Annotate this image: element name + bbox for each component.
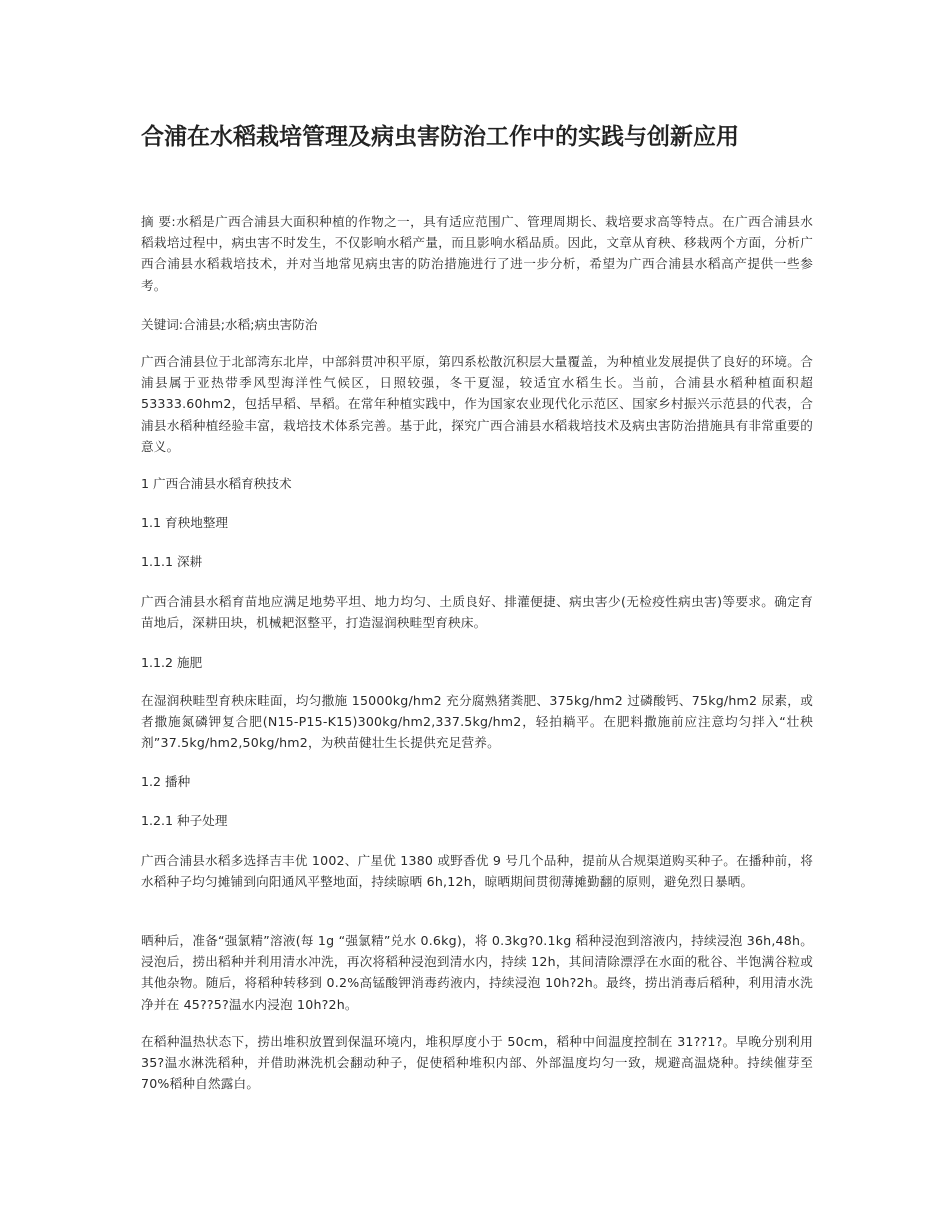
keywords-line: 关键词:合浦县;水稻;病虫害防治 [141, 317, 318, 332]
seed-soak-paragraph: 晒种后，准备“强氯精”溶液(每 1g “强氯精”兑水 0.6kg)，将 0.3kg?0.1kg 稻种浸泡到溶液内，持续浸泡 36h,48h。浸泡后，捞出稻种并利用清水冲洗，再次将稻种浸泡到清水内，持续 12h，其间清除漂浮在水面的秕谷、半饱满谷粒或其他杂物。随后，将稻种转移到 0.2%高锰酸钾消毒药液内，持续浸泡 10h?2h。最终，捞出消毒后稻种，利用清水洗净并在 45??5?温水内浸泡 10h?2h。 [141, 933, 813, 1012]
section-heading-1: 1 广西合浦县水稻育秧技术 [141, 476, 292, 491]
section-heading-1-2: 1.2 播种 [141, 774, 191, 789]
intro-paragraph: 广西合浦县位于北部湾东北岸，中部斜贯冲积平原，第四系松散沉积层大量覆盖，为种植业发展提供了良好的环境。合浦县属于亚热带季风型海洋性气候区，日照较强，冬干夏湿，较适宜水稻生长。当前，合浦县水稻种植面积超 53333.60hm2，包括早稻、旱稻。在常年种植实践中，作为国家农业现代化示范区、国家乡村振兴示范县的代表，合浦县水稻种植经验丰富，栽培技术体系完善。基于此，探究广西合浦县水稻栽培技术及病虫害防治措施具有非常重要的意义。 [141, 354, 813, 454]
section-heading-1-1-1: 1.1.1 深耕 [141, 554, 203, 569]
document-title: 合浦在水稻栽培管理及病虫害防治工作中的实践与创新应用 [141, 124, 739, 150]
abstract-paragraph: 摘 要:水稻是广西合浦县大面积种植的作物之一，具有适应范围广、管理周期长、栽培要求高等特点。在广西合浦县水稻栽培过程中，病虫害不时发生，不仅影响水稻产量，而且影响水稻品质。因此，文章从育秧、移栽两个方面，分析广西合浦县水稻栽培技术，并对当地常见病虫害的防治措施进行了进一步分析，希望为广西合浦县水稻高产提供一些参考。 [141, 214, 813, 293]
germinate-paragraph: 在稻种温热状态下，捞出堆积放置到保温环境内，堆积厚度小于 50cm，稻种中间温度控制在 31??1?。早晚分别利用 35?温水淋洗稻种，并借助淋洗机会翻动种子，促使稻种堆积内部、外部温度均匀一致，规避高温烧种。持续催芽至 70%稻种自然露白。 [141, 1034, 813, 1092]
section-heading-1-1: 1.1 育秧地整理 [141, 515, 229, 530]
deep-plow-paragraph: 广西合浦县水稻育苗地应满足地势平坦、地力均匀、土质良好、排灌便捷、病虫害少(无检疫性病虫害)等要求。确定育苗地后，深耕田块，机械耙沤整平，打造湿润秧畦型育秧床。 [141, 594, 813, 631]
fertilize-paragraph: 在湿润秧畦型育秧床畦面，均匀撒施 15000kg/hm2 充分腐熟猪粪肥、375kg/hm2 过磷酸钙、75kg/hm2 尿素，或者撒施氮磷钾复合肥(N15-P15-K15)300kg/hm2,337.5kg/hm2，轻拍耥平。在肥料撒施前应注意均匀拌入“壮秧剂”37.5kg/hm2,50kg/hm2，为秧苗健壮生长提供充足营养。 [141, 693, 813, 751]
section-heading-1-2-1: 1.2.1 种子处理 [141, 813, 228, 828]
section-heading-1-1-2: 1.1.2 施肥 [141, 655, 203, 670]
seed-select-paragraph: 广西合浦县水稻多选择吉丰优 1002、广星优 1380 或野香优 9 号几个品种，提前从合规渠道购买种子。在播种前，将水稻种子均匀摊铺到向阳通风平整地面，持续晾晒 6h,12h，晾晒期间贯彻薄摊勤翻的原则，避免烈日暴晒。 [141, 853, 813, 890]
